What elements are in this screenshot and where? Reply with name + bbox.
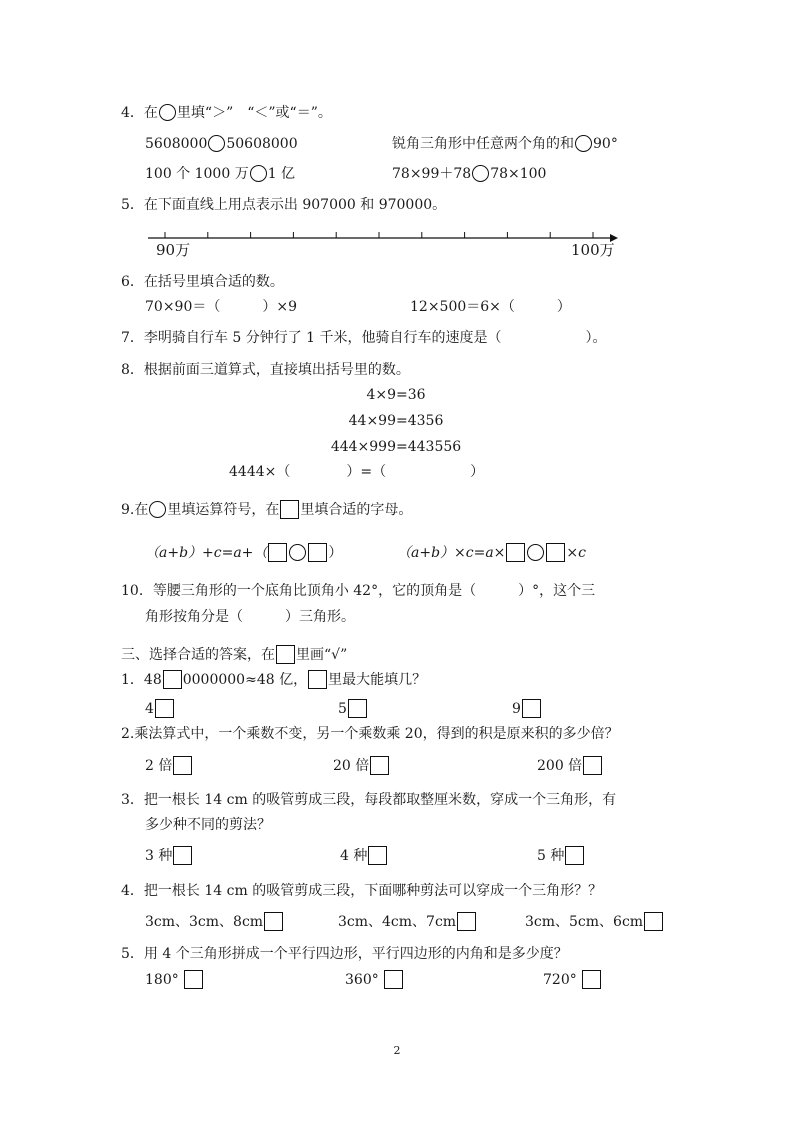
option-label: 720° — [543, 972, 577, 988]
option-label: 3cm、3cm、8cm — [145, 914, 264, 930]
checkbox[interactable] — [582, 970, 601, 989]
q9-expr1-a: （a+b）+c=a+（ — [145, 545, 268, 561]
s3-q1-option-a — [145, 699, 175, 718]
q9-expression-2 — [397, 543, 586, 562]
s3-q4-option-c — [525, 912, 664, 931]
checkbox[interactable] — [583, 756, 602, 775]
page-number: 2 — [393, 1044, 401, 1057]
square-icon — [308, 670, 327, 689]
option-label: 5 种 — [537, 848, 565, 864]
compare-circle[interactable] — [250, 165, 267, 182]
answer-box[interactable] — [268, 543, 287, 562]
s3-q1 — [121, 670, 426, 689]
q8-instruction: 8．根据前面三道算式，直接填出括号里的数。 — [121, 362, 410, 378]
q9-expr1-b: ） — [328, 545, 343, 561]
option-label: 20 倍 — [333, 758, 370, 774]
section-3-heading — [121, 645, 347, 664]
q4-row2-left — [145, 165, 295, 183]
number-line[interactable] — [140, 226, 620, 246]
option-label: 3cm、5cm、6cm — [525, 914, 644, 930]
compare-circle[interactable] — [472, 165, 489, 182]
checkbox[interactable] — [457, 912, 476, 931]
checkbox[interactable] — [644, 912, 663, 931]
number-line-start-label: 90万 — [156, 241, 191, 259]
q4-r1b-left-value: 锐角三角形中任意两个角的和 — [392, 136, 574, 152]
s3-q1-prefix: 1．48 — [121, 672, 162, 688]
s3-q4: 4．把一根长 14 cm 的吸管剪成三段，下面哪种剪法可以穿成一个三角形？？ — [121, 883, 603, 899]
q4-r1a-left-value: 5608000 — [145, 136, 208, 152]
option-label: 3 种 — [145, 848, 173, 864]
answer-box[interactable] — [163, 670, 182, 689]
s3-q5-option-b — [345, 970, 404, 989]
compare-circle[interactable] — [575, 135, 592, 152]
s3-q1-mid: 0000000≈48 亿， — [182, 672, 308, 688]
q4-instruction — [121, 104, 332, 122]
q9-instruction — [121, 500, 412, 519]
q4-r1a-right-value: 50608000 — [226, 136, 298, 152]
q9-suffix: 里填合适的字母。 — [300, 502, 413, 518]
q9-expression-1 — [145, 543, 342, 562]
s3-q3-option-c — [537, 846, 585, 865]
q4-r2a-left-value: 100 个 1000 万 — [145, 166, 249, 182]
s3-q2-option-a — [145, 756, 193, 775]
s3-q3-option-a — [145, 846, 193, 865]
q8-line-1: 4×9=36 — [366, 387, 426, 403]
q10-line-1: 10．等腰三角形的一个底角比顶角小 42°，它的顶角是（ ）°，这个三 — [121, 583, 596, 599]
option-label: 4 — [145, 701, 154, 717]
option-label: 2 倍 — [145, 758, 173, 774]
operator-circle[interactable] — [527, 544, 544, 561]
circle-icon — [149, 501, 166, 518]
answer-box[interactable] — [546, 543, 565, 562]
q4-r2a-right-value: 1 亿 — [267, 166, 296, 182]
checkbox[interactable] — [184, 970, 203, 989]
number-line-end-label: 100万 — [571, 241, 615, 259]
option-label: 4 种 — [340, 848, 368, 864]
checkbox[interactable] — [155, 699, 174, 718]
s3-q1-option-b — [338, 699, 368, 718]
compare-circle[interactable] — [208, 135, 225, 152]
checkbox[interactable] — [173, 756, 192, 775]
q8-line-4: 4444×（ ）=（ ） — [229, 464, 485, 480]
answer-box[interactable] — [506, 543, 525, 562]
q8-line-2: 44×99=4356 — [348, 413, 444, 429]
s3-q4-option-a — [145, 912, 284, 931]
option-label: 200 倍 — [537, 758, 583, 774]
option-label: 180° — [145, 972, 179, 988]
checkbox[interactable] — [565, 846, 584, 865]
s3-prefix: 三、选择合适的答案，在 — [121, 647, 275, 663]
checkbox[interactable] — [522, 699, 541, 718]
checkbox[interactable] — [264, 912, 283, 931]
option-label: 9 — [512, 701, 521, 717]
square-icon — [276, 645, 295, 664]
answer-box[interactable] — [308, 543, 327, 562]
circle-icon — [159, 104, 176, 121]
q7-instruction: 7．李明骑自行车 5 分钟行了 1 千米，他骑自行车的速度是（ ）。 — [121, 330, 607, 346]
s3-q2-option-c — [537, 756, 603, 775]
q6-equation-1: 70×90＝（ ）×9 — [145, 299, 297, 315]
option-label: 360° — [345, 972, 379, 988]
s3-q3-option-b — [340, 846, 388, 865]
s3-q5-option-a — [145, 970, 204, 989]
q4-row1-right — [392, 135, 618, 153]
q4-row1-left — [145, 135, 298, 153]
q10-line-2: 角形按角分是（ ）三角形。 — [145, 609, 355, 625]
q5-instruction: 5．在下面直线上用点表示出 907000 和 970000。 — [121, 197, 447, 213]
q9-mid: 里填运算符号，在 — [167, 502, 280, 518]
q9-expr2-b: ×c — [566, 545, 586, 561]
q4-suffix: 里填“＞” “＜”或“＝”。 — [176, 105, 332, 121]
q9-expr2-a: （a+b）×c=a× — [397, 545, 506, 561]
q4-r2b-right-value: 78×100 — [490, 166, 547, 182]
checkbox[interactable] — [384, 970, 403, 989]
operator-circle[interactable] — [289, 544, 306, 561]
option-label: 3cm、4cm、7cm — [338, 914, 457, 930]
checkbox[interactable] — [173, 846, 192, 865]
q6-equation-2: 12×500＝6×（ ） — [410, 299, 571, 315]
s3-q5: 5．用 4 个三角形拼成一个平行四边形，平行四边形的内角和是多少度？ — [121, 946, 568, 962]
s3-q3-line-2: 多少种不同的剪法？ — [145, 817, 271, 833]
s3-q2-option-b — [333, 756, 390, 775]
option-label: 5 — [338, 701, 347, 717]
s3-q3-line-1: 3．把一根长 14 cm 的吸管剪成三段，每段都取整厘米数，穿成一个三角形，有 — [121, 792, 617, 808]
s3-q4-option-b — [338, 912, 477, 931]
q4-r2b-left-value: 78×99＋78 — [392, 166, 472, 182]
q6-instruction: 6．在括号里填合适的数。 — [121, 274, 284, 290]
q4-prefix: 4．在 — [121, 105, 158, 121]
checkbox[interactable] — [370, 756, 389, 775]
checkbox[interactable] — [368, 846, 387, 865]
q8-line-3: 444×999=443556 — [330, 439, 462, 455]
s3-q1-option-c — [512, 699, 542, 718]
s3-q1-suffix: 里最大能填几？ — [328, 672, 427, 688]
s3-suffix: 里画“√” — [296, 647, 348, 663]
q4-r1b-right-value: 90° — [593, 136, 618, 152]
q9-prefix: 9.在 — [121, 502, 149, 518]
s3-q2: 2.乘法算式中，一个乘数不变，另一个乘数乘 20，得到的积是原来积的多少倍？ — [121, 726, 619, 742]
square-icon — [280, 500, 299, 519]
q4-row2-right — [392, 165, 546, 183]
checkbox[interactable] — [348, 699, 367, 718]
s3-q5-option-c — [543, 970, 602, 989]
